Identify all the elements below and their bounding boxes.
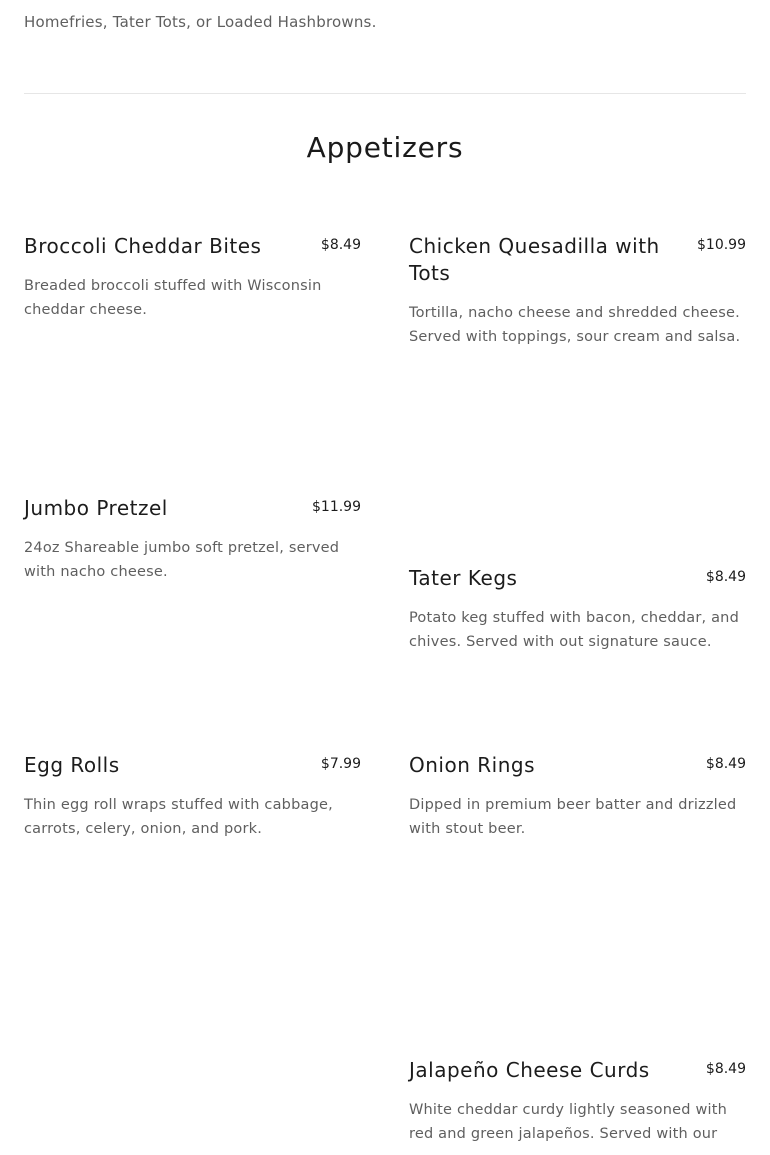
- menu-item-price: $11.99: [312, 499, 361, 515]
- menu-item-jumbo-pretzel: [24, 495, 361, 584]
- menu-item-description: Breaded broccoli stuffed with Wisconsin cheddar cheese.: [24, 278, 322, 318]
- section-title: Appetizers: [306, 131, 464, 164]
- section-divider: [24, 93, 746, 94]
- menu-item-price: $7.99: [320, 756, 361, 772]
- menu-item-name: Egg Rolls: [24, 753, 120, 777]
- menu-item-price: $8.49: [320, 237, 361, 253]
- menu-item-name: Chicken Quesadilla with Tots: [409, 234, 660, 285]
- menu-item-price: $8.49: [705, 1061, 746, 1077]
- menu-item-description: Dipped in premium beer batter and drizzled with stout beer.: [409, 797, 737, 837]
- menu-item-name: Jumbo Pretzel: [24, 496, 168, 520]
- menu-item-description: 24oz Shareable jumbo soft pretzel, served with nacho cheese.: [24, 540, 340, 580]
- menu-item-name: Onion Rings: [409, 753, 535, 777]
- menu-item-name: Jalapeño Cheese Curds: [409, 1058, 650, 1082]
- intro-text: Homefries, Tater Tots, or Loaded Hashbrowns.: [24, 13, 377, 31]
- menu-item-description: Thin egg roll wraps stuffed with cabbage, carrots, celery, onion, and pork.: [24, 797, 333, 837]
- menu-item-tater-kegs: [409, 565, 746, 654]
- menu-item-jalapeno-cheese-curds: [409, 1057, 746, 1146]
- menu-item-description: Potato keg stuffed with bacon, cheddar, and chives. Served with out signature sauce.: [409, 610, 739, 650]
- menu-item-egg-rolls: [24, 752, 361, 841]
- menu-item-price: $10.99: [697, 237, 746, 253]
- menu-item-description: Tortilla, nacho cheese and shredded cheese. Served with toppings, sour cream and salsa.: [409, 305, 741, 345]
- menu-item-price: $8.49: [705, 756, 746, 772]
- menu-item-price: $8.49: [705, 569, 746, 585]
- menu-item-description: White cheddar curdy lightly seasoned with red and green jalapeños. Served with our: [409, 1102, 728, 1142]
- menu-item-name: Broccoli Cheddar Bites: [24, 234, 262, 258]
- menu-item-name: Tater Kegs: [409, 566, 518, 590]
- menu-item-broccoli-cheddar-bites: [24, 233, 361, 322]
- menu-item-onion-rings: [409, 752, 746, 841]
- menu-item-chicken-quesadilla: [409, 233, 746, 349]
